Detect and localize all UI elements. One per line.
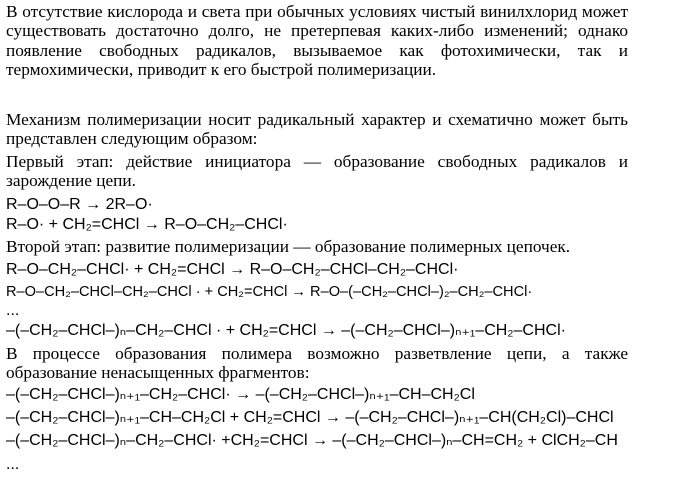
equation-unsaturated: –(–CH₂–CHCl–)ₙ–CH₂–CHCl· +CH₂=CHCl → –(–CH₂–CHCl–)ₙ–CH=CH₂ + ClCH₂–CH xyxy=(6,432,618,449)
equation-branching-1: –(–CH₂–CHCl–)ₙ₊₁–CH₂–CHCl· → –(–CH₂–CHCl–)ₙ₊₁–CH–CH₂Cl xyxy=(6,386,475,403)
ellipsis-1: ... xyxy=(6,302,20,319)
ellipsis-2: ... xyxy=(6,456,20,473)
paragraph-stage2: Второй этап: развитие полимеризации — образование полимерных цепочек. xyxy=(6,237,571,256)
paragraph-branching: В процессе образования полимера возможно разветвление цепи, а также образование ненасыщенных фрагментов: xyxy=(6,344,628,383)
paragraph-stage1: Первый этап: действие инициатора — образование свободных радикалов и зарождение цепи. xyxy=(6,152,628,191)
equation-propagation-n: –(–CH₂–CHCl–)ₙ–CH₂–CHCl · + CH₂=CHCl → –(–CH₂–CHCl–)ₙ₊₁–CH₂–CHCl· xyxy=(6,322,566,339)
equation-initiator-decomposition: R–O–O–R → 2R–O· xyxy=(6,196,153,213)
equation-propagation-1: R–O–CH₂–CHCl· + CH₂=CHCl → R–O–CH₂–CHCl–CH₂–CHCl· xyxy=(6,261,459,278)
equation-branching-2: –(–CH₂–CHCl–)ₙ₊₁–CH–CH₂Cl + CH₂=CHCl → –(–CH₂–CHCl–)ₙ₊₁–CH(CH₂Cl)–CHCl xyxy=(6,409,614,426)
paragraph-intro: В отсутствие кислорода и света при обычных условиях чистый винилхлорид может существовать достаточно долго, не претерпевая каких-либо изменений; однако появление свободных радикалов, вызываемое как фотохимически, так и термохимически, приводит к его быстрой полимеризации. xyxy=(6,2,628,79)
equation-propagation-2: R–O–CH₂–CHCl–CH₂–CHCl · + CH₂=CHCl → R–O–(–CH₂–CHCl–)₂–CH₂–CHCl· xyxy=(6,284,533,300)
equation-chain-initiation: R–O· + CH₂=CHCl → R–O–CH₂–CHCl· xyxy=(6,216,288,233)
paragraph-mechanism: Механизм полимеризации носит радикальный характер и схематично может быть представлен следующим образом: xyxy=(6,110,628,149)
